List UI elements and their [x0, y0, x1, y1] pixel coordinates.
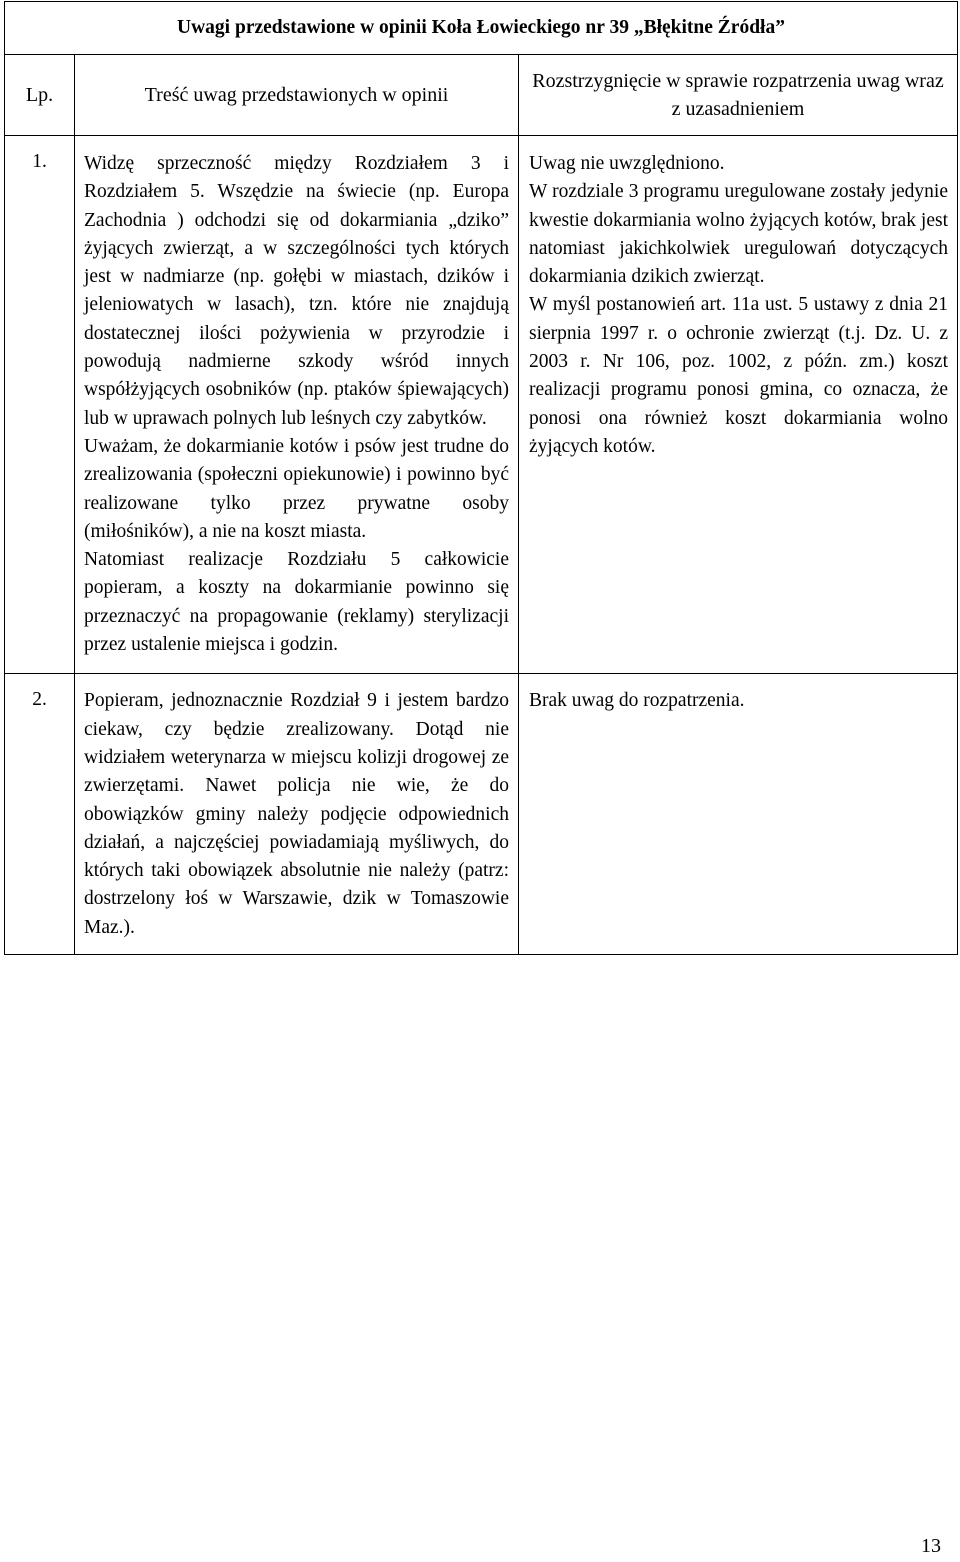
page-number: 13	[921, 1535, 941, 1557]
table-row	[5, 674, 958, 955]
resolution-paragraph: Uwag nie uwzględniono.	[529, 153, 725, 174]
row-number-cell	[5, 136, 75, 674]
title-row	[5, 2, 958, 55]
header-resolution: Rozstrzygnięcie w sprawie rozpatrzenia uwag wraz z uzasadnieniem	[519, 55, 958, 136]
remark-paragraph: Natomiast realizacje Rozdziału 5 całkowicie popieram, a koszty na dokarmianie powinno się przeznaczyć na propagowanie (reklamy) sterylizacji przez ustalenie miejsca i godzin.	[84, 549, 509, 656]
row-number: 1.	[32, 151, 47, 172]
header-lp: Lp.	[5, 55, 75, 136]
table-row	[5, 136, 958, 674]
opinion-table	[4, 1, 958, 955]
resolution-paragraph: W rozdziale 3 programu uregulowane zostały jedynie kwestie dokarmiania wolno żyjących kotów, brak jest natomiast jakichkolwiek uregulowań dotyczących dokarmiania dzikich zwierząt.	[529, 181, 948, 288]
header-content: Treść uwag przedstawionych w opinii	[75, 55, 519, 136]
remark-content-cell	[75, 674, 519, 955]
remark-content-cell	[75, 136, 519, 674]
resolution-cell	[519, 674, 958, 955]
remark-paragraph: Uważam, że dokarmianie kotów i psów jest trudne do zrealizowania (społeczni opiekunowie) i powinno być realizowane tylko przez prywatne osoby (miłośników), a nie na koszt miasta.	[84, 435, 509, 542]
remark-paragraph: Popieram, jednoznacznie Rozdział 9 i jestem bardzo ciekaw, czy będzie zrealizowany. Dotąd nie widziałem weterynarza w miejscu kolizji drogowej ze zwierzętami. Nawet policja nie wie, że do obowiązków gminy należy podjęcie odpowiednich działań, a najczęściej powiadamiają myśliwych, do których taki obowiązek absolutnie nie należy (patrz: dostrzelony łoś w Warszawie, dzik w Tomaszowie Maz.).	[84, 690, 509, 938]
document-title: Uwagi przedstawione w opinii Koła Łowieckiego nr 39 „Błękitne Źródła”	[5, 2, 958, 55]
resolution-cell	[519, 136, 958, 674]
resolution-paragraph: W myśl postanowień art. 11a ust. 5 ustawy z dnia 21 sierpnia 1997 r. o ochronie zwierząt (t.j. Dz. U. z 2003 r. Nr 106, poz. 1002, z późn. zm.) koszt realizacji programu ponosi gmina, co oznacza, że ponosi ona również koszt dokarmiania wolno żyjących kotów.	[529, 294, 948, 457]
resolution-paragraph: Brak uwag do rozpatrzenia.	[529, 690, 745, 712]
header-row	[5, 55, 958, 136]
row-number-cell	[5, 674, 75, 955]
remark-paragraph: Widzę sprzeczność między Rozdziałem 3 i Rozdziałem 5. Wszędzie na świecie (np. Europa Zachodnia ) odchodzi się od dokarmiania „dziko” żyjących zwierząt, a w szczególności tych których jest w nadmiarze (np. gołębi w miastach, dzików i jeleniowatych w lasach), tzn. które nie znajdują dostatecznej ilości pożywienia w przyrodzie i powodują nadmierne szkody wśród innych współżyjących osobników (np. ptaków śpiewających) lub w uprawach polnych lub leśnych czy zabytków.	[84, 153, 509, 429]
row-number: 2.	[32, 689, 47, 711]
